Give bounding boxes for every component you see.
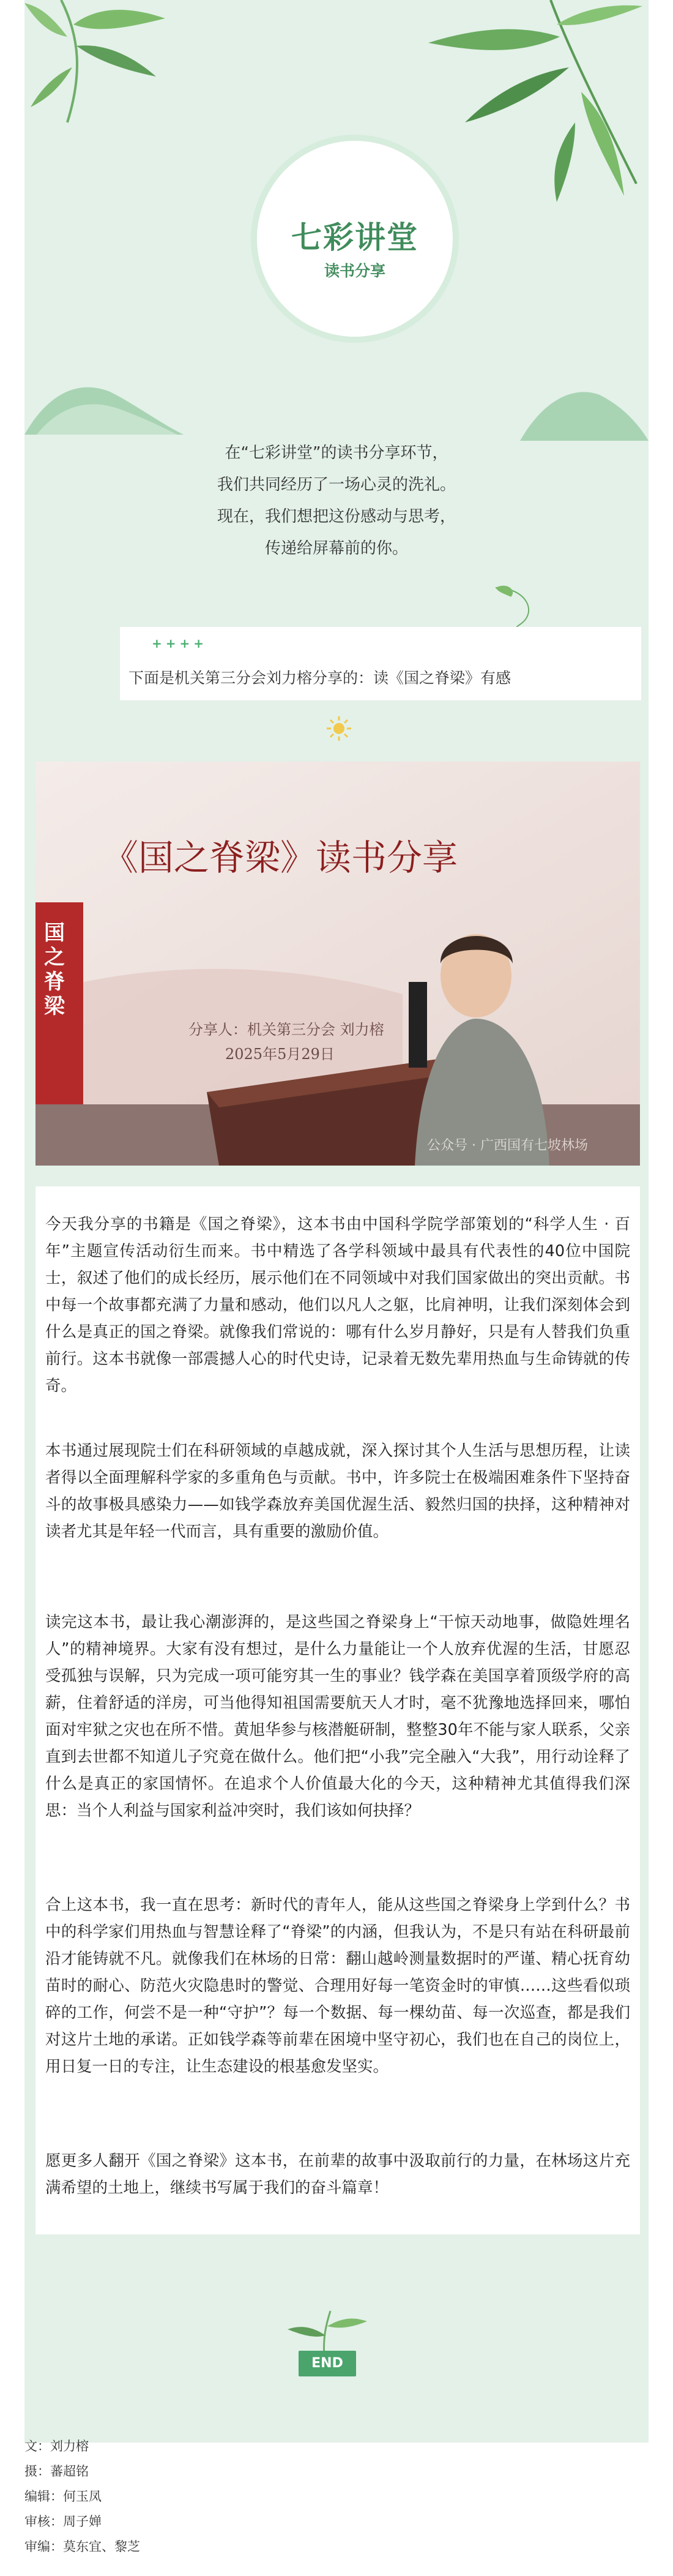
bamboo-leaf-left-decoration	[24, 0, 184, 129]
bamboo-leaf-right-decoration	[428, 0, 649, 208]
end-badge: END	[299, 2351, 356, 2376]
credit-line: 审编：莫东宜、黎芝	[24, 2539, 140, 2554]
page-subtitle: 读书分享	[324, 262, 385, 280]
mountain-right-decoration	[520, 380, 649, 441]
share-intro-text: 下面是机关第三分会刘力榕分享的：读《国之脊梁》有感	[128, 669, 511, 687]
photo-book-title: 国之脊梁	[44, 921, 65, 1019]
event-photo-illustration	[35, 762, 640, 1166]
article-paragraph: 愿更多人翻开《国之脊梁》这本书，在前辈的故事中汲取前行的力量，在林场这片充满希望的土地上，继续书写属于我们的奋斗篇章！	[45, 2152, 630, 2197]
photo-watermark: 公众号 · 广西国有七坡林场	[427, 1138, 588, 1153]
end-bamboo-decoration	[275, 2308, 373, 2357]
photo-sharer: 分享人：机关第三分会 刘力榕	[188, 1021, 384, 1038]
credit-line: 文：刘力榕	[24, 2439, 89, 2454]
event-photo	[35, 762, 640, 1166]
photo-date: 2025年5月29日	[225, 1046, 335, 1063]
article-paragraph: 今天我分享的书籍是《国之脊梁》，这本书由中国科学院学部策划的“科学人生 · 百年”主题宣传活动衍生而来。书中精选了各学科领域中最具有代表性的40位中国院士，叙述了他们的成长经历，展示他们在不同领域中对我们国家做出的突出贡献。书中每一个故事都充满了力量和感动，他们以凡人之躯，比肩神明，让我们深刻体会到什么是真正的国之脊梁。就像我们常说的：哪有什么岁月静好，只是有人替我们负重前行。这本书就像一部震撼人心的时代史诗，记录着无数先辈用热血与生命铸就的传奇。	[45, 1215, 630, 1395]
header-circle	[257, 141, 453, 337]
credits	[24, 2434, 140, 2559]
intro-text	[24, 437, 649, 564]
article-paragraph: 本书通过展现院士们在科研领域的卓越成就，深入探讨其个人生活与思想历程，让读者得以全面理解科学家的多重角色与贡献。书中，许多院士在极端困难条件下坚持奋斗的故事极具感染力——如钱学森放弃美国优渥生活、毅然归国的抉择，这种精神对读者尤其是年轻一代而言，具有重要的激励价值。	[45, 1442, 630, 1541]
page-title: 七彩讲堂	[291, 220, 418, 255]
plus-decoration: ++++	[152, 636, 208, 651]
credit-line: 编辑：何玉凤	[24, 2489, 102, 2504]
intro-line: 现在，我们想把这份感动与思考，	[217, 507, 456, 526]
article-paragraph: 读完这本书，最让我心潮澎湃的，是这些国之脊梁身上“干惊天动地事，做隐姓埋名人”的精神境界。大家有没有想过，是什么力量能让一个人放弃优渥的生活，甘愿忍受孤独与误解，只为完成一项可能穷其一生的事业？钱学森在美国享着顶级学府的高薪，住着舒适的洋房，可当他得知祖国需要航天人才时，毫不犹豫地选择回来，哪怕面对牢狱之灾也在所不惜。黄旭华参与核潜艇研制，整整30年不能与家人联系，父亲直到去世都不知道儿子究竟在做什么。他们把“小我”完全融入“大我”，用行动诠释了什么是真正的家国情怀。在追求个人价值最大化的今天，这种精神尤其值得我们深思：当个人利益与国家利益冲突时，我们该如何抉择？	[45, 1613, 630, 1820]
credit-line: 审核：周子婵	[24, 2514, 102, 2529]
photo-banner-title: 《国之脊梁》读书分享	[103, 837, 458, 878]
sun-icon	[325, 715, 352, 742]
intro-line: 在“七彩讲堂”的读书分享环节，	[225, 444, 448, 462]
intro-line: 传递给屏幕前的你。	[264, 539, 408, 558]
share-intro-box	[120, 627, 641, 700]
intro-line: 我们共同经历了一场心灵的洗礼。	[217, 476, 456, 494]
article-body	[35, 1186, 640, 2234]
mountain-left-decoration	[24, 367, 184, 435]
credit-line: 摄：蕃超铭	[24, 2464, 89, 2479]
article-paragraph: 合上这本书，我一直在思考：新时代的青年人，能从这些国之脊梁身上学到什么？书中的科学家们用热血与智慧诠释了“脊梁”的内涵，但我认为，不是只有站在科研最前沿才能铸就不凡。就像我们在林场的日常：翻山越岭测量数据时的严谨、精心抚育幼苗时的耐心、防范火灾隐患时的警觉、合理用好每一笔资金时的审慎……这些看似琐碎的工作，何尝不是一种“守护”？每一个数据、每一棵幼苗、每一次巡查，都是我们对这片土地的承诺。正如钱学森等前辈在困境中坚守初心，我们也在自己的岗位上，用日复一日的专注，让生态建设的根基愈发坚实。	[45, 1896, 630, 2076]
